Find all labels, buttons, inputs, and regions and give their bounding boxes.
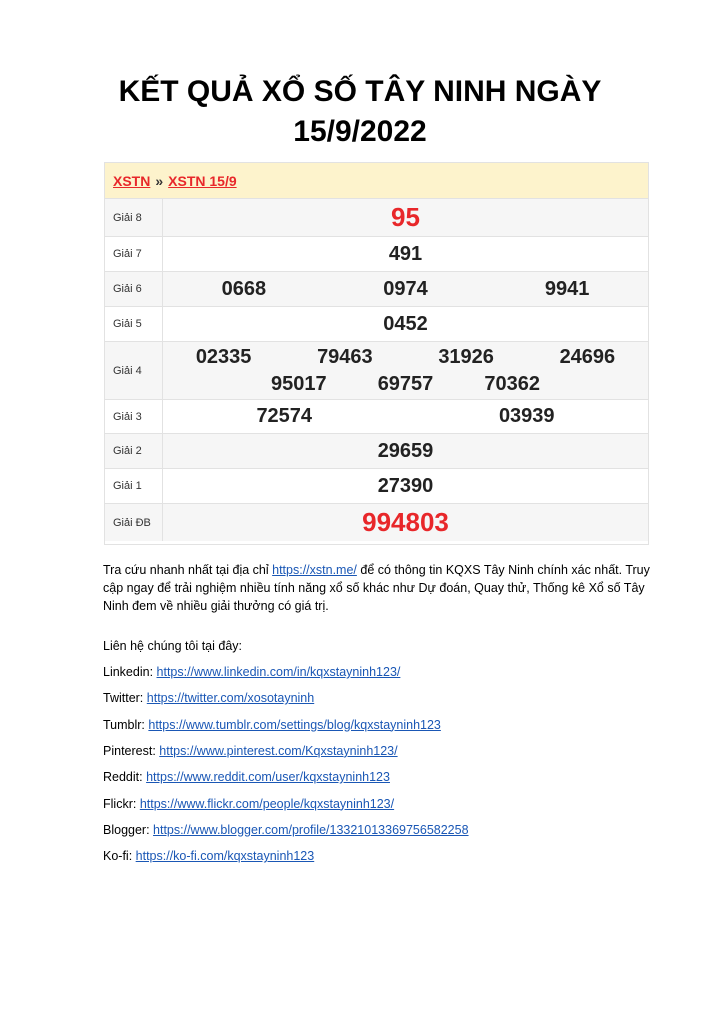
prize-number: 72574	[256, 405, 313, 427]
prize-numbers	[163, 272, 648, 306]
prize-label: Giải 5	[105, 307, 163, 341]
contact-link[interactable]: https://ko-fi.com/kqxstayninh123	[135, 849, 315, 864]
prize-row	[105, 504, 648, 541]
prize-row	[105, 307, 648, 342]
prize-number: 0668	[221, 277, 267, 300]
contact-link-label: Flickr:	[103, 796, 140, 811]
contact-link-line	[103, 847, 663, 865]
contact-link-label: Pinterest:	[103, 743, 160, 758]
prize-label: Giải 8	[105, 199, 163, 236]
prize-label: Giải 6	[105, 272, 163, 306]
contact-link-label: Twitter:	[103, 691, 147, 706]
contact-link-line	[103, 716, 663, 734]
contact-heading: Liên hệ chúng tôi tại đây:	[103, 639, 242, 653]
prize-label: Giải ĐB	[105, 504, 163, 541]
page-title	[0, 72, 720, 152]
prize-number: 24696	[559, 345, 616, 368]
contact-link[interactable]: https://www.reddit.com/user/kqxstayninh123	[146, 770, 390, 785]
prize-number: 27390	[377, 474, 434, 497]
breadcrumb-home-link[interactable]: XSTN	[113, 172, 151, 189]
contact-link[interactable]: https://www.blogger.com/profile/13321013369756582258	[153, 822, 469, 837]
prize-label: Giải 2	[105, 434, 163, 468]
prize-numbers	[163, 400, 648, 433]
breadcrumb	[105, 163, 648, 199]
prize-number: 69757	[377, 372, 434, 395]
prize-number: 0974	[383, 277, 428, 300]
prize-row	[105, 469, 648, 504]
prize-row	[105, 434, 648, 469]
prize-rows	[105, 199, 648, 541]
intro-text-rest: để có thông tin KQXS Tây Ninh chính xác nhất. Truy cập ngay để trải nghiệm nhiều tính năng xổ số khác như Dự đoán, Quay thử, Thống kê Xổ số Tây Ninh đem về nhiều giải thưởng có giá trị.	[103, 563, 650, 613]
prize-number: 70362	[484, 372, 540, 395]
prize-row	[105, 342, 648, 400]
prize-numbers	[163, 237, 648, 271]
prize-number: 95017	[271, 372, 327, 395]
prize-numbers	[163, 469, 648, 503]
prize-numbers	[163, 504, 648, 541]
contact-link-line	[103, 768, 663, 786]
prize-row	[105, 400, 648, 434]
prize-number: 29659	[377, 439, 434, 462]
prize-numbers	[163, 307, 648, 341]
prize-label: Giải 4	[105, 342, 163, 399]
prize-row	[105, 237, 648, 272]
contact-link-label: Ko-fi:	[103, 849, 136, 864]
prize-label: Giải 1	[105, 469, 163, 503]
contact-link-line	[103, 689, 663, 707]
page-title-line2: 15/9/2022	[293, 115, 427, 148]
prize-label: Giải 7	[105, 237, 163, 271]
page-title-line1: KẾT QUẢ XỔ SỐ TÂY NINH NGÀY	[118, 75, 602, 108]
contact-link-line	[103, 742, 663, 760]
breadcrumb-separator: »	[155, 172, 164, 189]
prize-row	[105, 272, 648, 307]
prize-number: 0452	[383, 312, 428, 335]
breadcrumb-current-link[interactable]: XSTN 15/9	[168, 172, 237, 189]
prize-number: 95	[391, 202, 420, 232]
prize-number: 491	[388, 242, 423, 265]
prize-number: 02335	[195, 345, 252, 368]
results-table	[104, 162, 649, 545]
contact-link-label: Tumblr:	[103, 717, 149, 732]
prize-numbers	[163, 342, 648, 399]
prize-number: 03939	[498, 405, 555, 427]
prize-row	[105, 199, 648, 237]
contact-link-label: Linkedin:	[103, 665, 157, 679]
contact-link[interactable]: https://www.pinterest.com/Kqxstayninh123/	[159, 743, 398, 758]
prize-number: 79463	[317, 345, 373, 368]
contact-link-label: Blogger:	[103, 822, 154, 837]
prize-number: 994803	[362, 507, 449, 537]
contact-link[interactable]: https://www.linkedin.com/in/kqxstayninh123/	[156, 665, 401, 679]
contact-link-line	[103, 821, 663, 839]
contact-link-line	[103, 795, 663, 813]
contact-link[interactable]: https://www.tumblr.com/settings/blog/kqxstayninh123	[148, 717, 441, 732]
xstn-link[interactable]: https://xstn.me/	[272, 563, 357, 577]
contact-link-label: Reddit:	[103, 770, 147, 785]
prize-number: 9941	[544, 277, 590, 300]
prize-label: Giải 3	[105, 400, 163, 433]
intro-paragraph	[103, 561, 663, 615]
contact-link[interactable]: https://twitter.com/xosotayninh	[146, 691, 315, 706]
prize-numbers	[163, 434, 648, 468]
contact-link[interactable]: https://www.flickr.com/people/kqxstayninh123/	[139, 796, 395, 811]
prize-numbers	[163, 199, 648, 236]
contact-link-line	[103, 663, 663, 681]
intro-text: Tra cứu nhanh nhất tại địa chỉ	[103, 563, 273, 577]
prize-number: 31926	[438, 345, 494, 368]
